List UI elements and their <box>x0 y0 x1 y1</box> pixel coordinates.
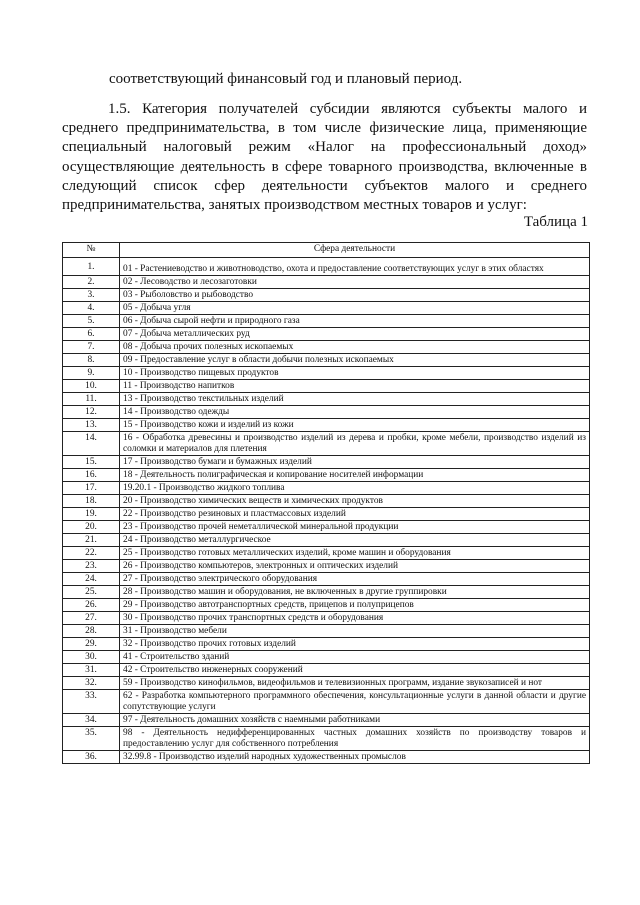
table-row <box>63 276 590 289</box>
table-row <box>63 419 590 432</box>
table-row <box>63 677 590 690</box>
table-row <box>63 406 590 419</box>
row-activity: 27 - Производство электрического оборудования <box>120 573 590 586</box>
table-row <box>63 469 590 482</box>
table-row <box>63 751 590 764</box>
row-activity: 10 - Производство пищевых продуктов <box>120 367 590 380</box>
row-number: 27. <box>63 612 120 625</box>
row-number: 12. <box>63 406 120 419</box>
row-number: 31. <box>63 664 120 677</box>
row-number: 30. <box>63 651 120 664</box>
table-row <box>63 573 590 586</box>
row-activity: 05 - Добыча угля <box>120 302 590 315</box>
table-row <box>63 289 590 302</box>
row-activity: 62 - Разработка компьютерного программного обеспечения, консультационные услуги в данной области и другие сопутствующие услуги <box>120 690 590 714</box>
row-number: 2. <box>63 276 120 289</box>
intro-line: соответствующий финансовый год и плановый период. <box>109 71 463 87</box>
table-row <box>63 586 590 599</box>
row-activity: 01 - Растениеводство и животноводство, охота и предоставление соответствующих услуг в этих областях <box>120 258 590 276</box>
table-row <box>63 714 590 727</box>
row-activity: 07 - Добыча металлических руд <box>120 328 590 341</box>
table-row <box>63 638 590 651</box>
row-number: 8. <box>63 354 120 367</box>
row-number: 13. <box>63 419 120 432</box>
row-activity: 24 - Производство металлургическое <box>120 534 590 547</box>
row-activity: 19.20.1 - Производство жидкого топлива <box>120 482 590 495</box>
table-row <box>63 560 590 573</box>
row-number: 24. <box>63 573 120 586</box>
table-row <box>63 599 590 612</box>
table-row <box>63 727 590 751</box>
row-activity: 32 - Производство прочих готовых изделий <box>120 638 590 651</box>
row-activity: 15 - Производство кожи и изделий из кожи <box>120 419 590 432</box>
row-activity: 23 - Производство прочей неметаллической минеральной продукции <box>120 521 590 534</box>
header-number: № <box>63 243 120 258</box>
row-activity: 29 - Производство автотранспортных средств, прицепов и полуприцепов <box>120 599 590 612</box>
table-row <box>63 393 590 406</box>
table-row <box>63 354 590 367</box>
row-activity: 03 - Рыболовство и рыбоводство <box>120 289 590 302</box>
row-number: 7. <box>63 341 120 354</box>
table-row <box>63 651 590 664</box>
row-activity: 32.99.8 - Производство изделий народных художественных промыслов <box>120 751 590 764</box>
table-row <box>63 328 590 341</box>
table-row <box>63 258 590 276</box>
row-activity: 31 - Производство мебели <box>120 625 590 638</box>
row-activity: 30 - Производство прочих транспортных средств и оборудования <box>120 612 590 625</box>
row-number: 1. <box>63 258 120 276</box>
row-activity: 09 - Предоставление услуг в области добычи полезных ископаемых <box>120 354 590 367</box>
row-number: 21. <box>63 534 120 547</box>
table-header-row <box>63 243 590 258</box>
row-activity: 97 - Деятельность домашних хозяйств с наемными работниками <box>120 714 590 727</box>
header-activity: Сфера деятельности <box>120 243 590 258</box>
row-number: 28. <box>63 625 120 638</box>
row-activity: 16 - Обработка древесины и производство изделий из дерева и пробки, кроме мебели, производство изделий из соломки и материалов для плетения <box>120 432 590 456</box>
row-number: 10. <box>63 380 120 393</box>
row-number: 19. <box>63 508 120 521</box>
row-number: 9. <box>63 367 120 380</box>
table-row <box>63 302 590 315</box>
row-number: 34. <box>63 714 120 727</box>
table-row <box>63 456 590 469</box>
table-row <box>63 547 590 560</box>
row-activity: 14 - Производство одежды <box>120 406 590 419</box>
row-activity: 41 - Строительство зданий <box>120 651 590 664</box>
table-row <box>63 482 590 495</box>
row-number: 36. <box>63 751 120 764</box>
table-row <box>63 495 590 508</box>
row-activity: 11 - Производство напитков <box>120 380 590 393</box>
table-caption: Таблица 1 <box>523 214 588 230</box>
table-row <box>63 664 590 677</box>
row-activity: 08 - Добыча прочих полезных ископаемых <box>120 341 590 354</box>
row-activity: 28 - Производство машин и оборудования, не включенных в другие группировки <box>120 586 590 599</box>
table-row <box>63 508 590 521</box>
table-row <box>63 432 590 456</box>
row-number: 32. <box>63 677 120 690</box>
table-row <box>63 612 590 625</box>
row-activity: 18 - Деятельность полиграфическая и копирование носителей информации <box>120 469 590 482</box>
row-number: 18. <box>63 495 120 508</box>
row-activity: 20 - Производство химических веществ и химических продуктов <box>120 495 590 508</box>
row-activity: 26 - Производство компьютеров, электронных и оптических изделий <box>120 560 590 573</box>
table-body <box>63 258 590 764</box>
activities-table <box>62 242 590 764</box>
table-row <box>63 521 590 534</box>
row-number: 25. <box>63 586 120 599</box>
table-row <box>63 380 590 393</box>
row-number: 15. <box>63 456 120 469</box>
row-activity: 98 - Деятельность недифференцированных частных домашних хозяйств по производству товаров и предоставлению услуг для собственного потребления <box>120 727 590 751</box>
row-number: 20. <box>63 521 120 534</box>
paragraph-1-5: 1.5. Категория получателей субсидии являются субъекты малого и среднего предпринимательства, в том числе физические лица, применяющие специальный налоговый режим «Налог на профессиональный доход» осуществляющие деятельность в сфере товарного производства, включенные в следующий список сфер деятельности субъектов малого и среднего предпринимательства, занятых производством местных товаров и услуг: <box>62 101 587 214</box>
row-number: 22. <box>63 547 120 560</box>
table-row <box>63 690 590 714</box>
row-activity: 06 - Добыча сырой нефти и природного газа <box>120 315 590 328</box>
row-number: 4. <box>63 302 120 315</box>
row-activity: 13 - Производство текстильных изделий <box>120 393 590 406</box>
row-number: 3. <box>63 289 120 302</box>
table-row <box>63 315 590 328</box>
row-activity: 59 - Производство кинофильмов, видеофильмов и телевизионных программ, издание звукозаписей и нот <box>120 677 590 690</box>
table-row <box>63 367 590 380</box>
row-activity: 25 - Производство готовых металлических изделий, кроме машин и оборудования <box>120 547 590 560</box>
row-number: 23. <box>63 560 120 573</box>
row-number: 33. <box>63 690 120 714</box>
row-number: 5. <box>63 315 120 328</box>
row-activity: 02 - Лесоводство и лесозаготовки <box>120 276 590 289</box>
row-activity: 17 - Производство бумаги и бумажных изделий <box>120 456 590 469</box>
row-number: 26. <box>63 599 120 612</box>
table-row <box>63 341 590 354</box>
row-number: 17. <box>63 482 120 495</box>
row-activity: 22 - Производство резиновых и пластмассовых изделий <box>120 508 590 521</box>
row-number: 16. <box>63 469 120 482</box>
row-number: 35. <box>63 727 120 751</box>
row-number: 11. <box>63 393 120 406</box>
row-number: 14. <box>63 432 120 456</box>
table-row <box>63 534 590 547</box>
row-activity: 42 - Строительство инженерных сооружений <box>120 664 590 677</box>
row-number: 29. <box>63 638 120 651</box>
row-number: 6. <box>63 328 120 341</box>
table-row <box>63 625 590 638</box>
